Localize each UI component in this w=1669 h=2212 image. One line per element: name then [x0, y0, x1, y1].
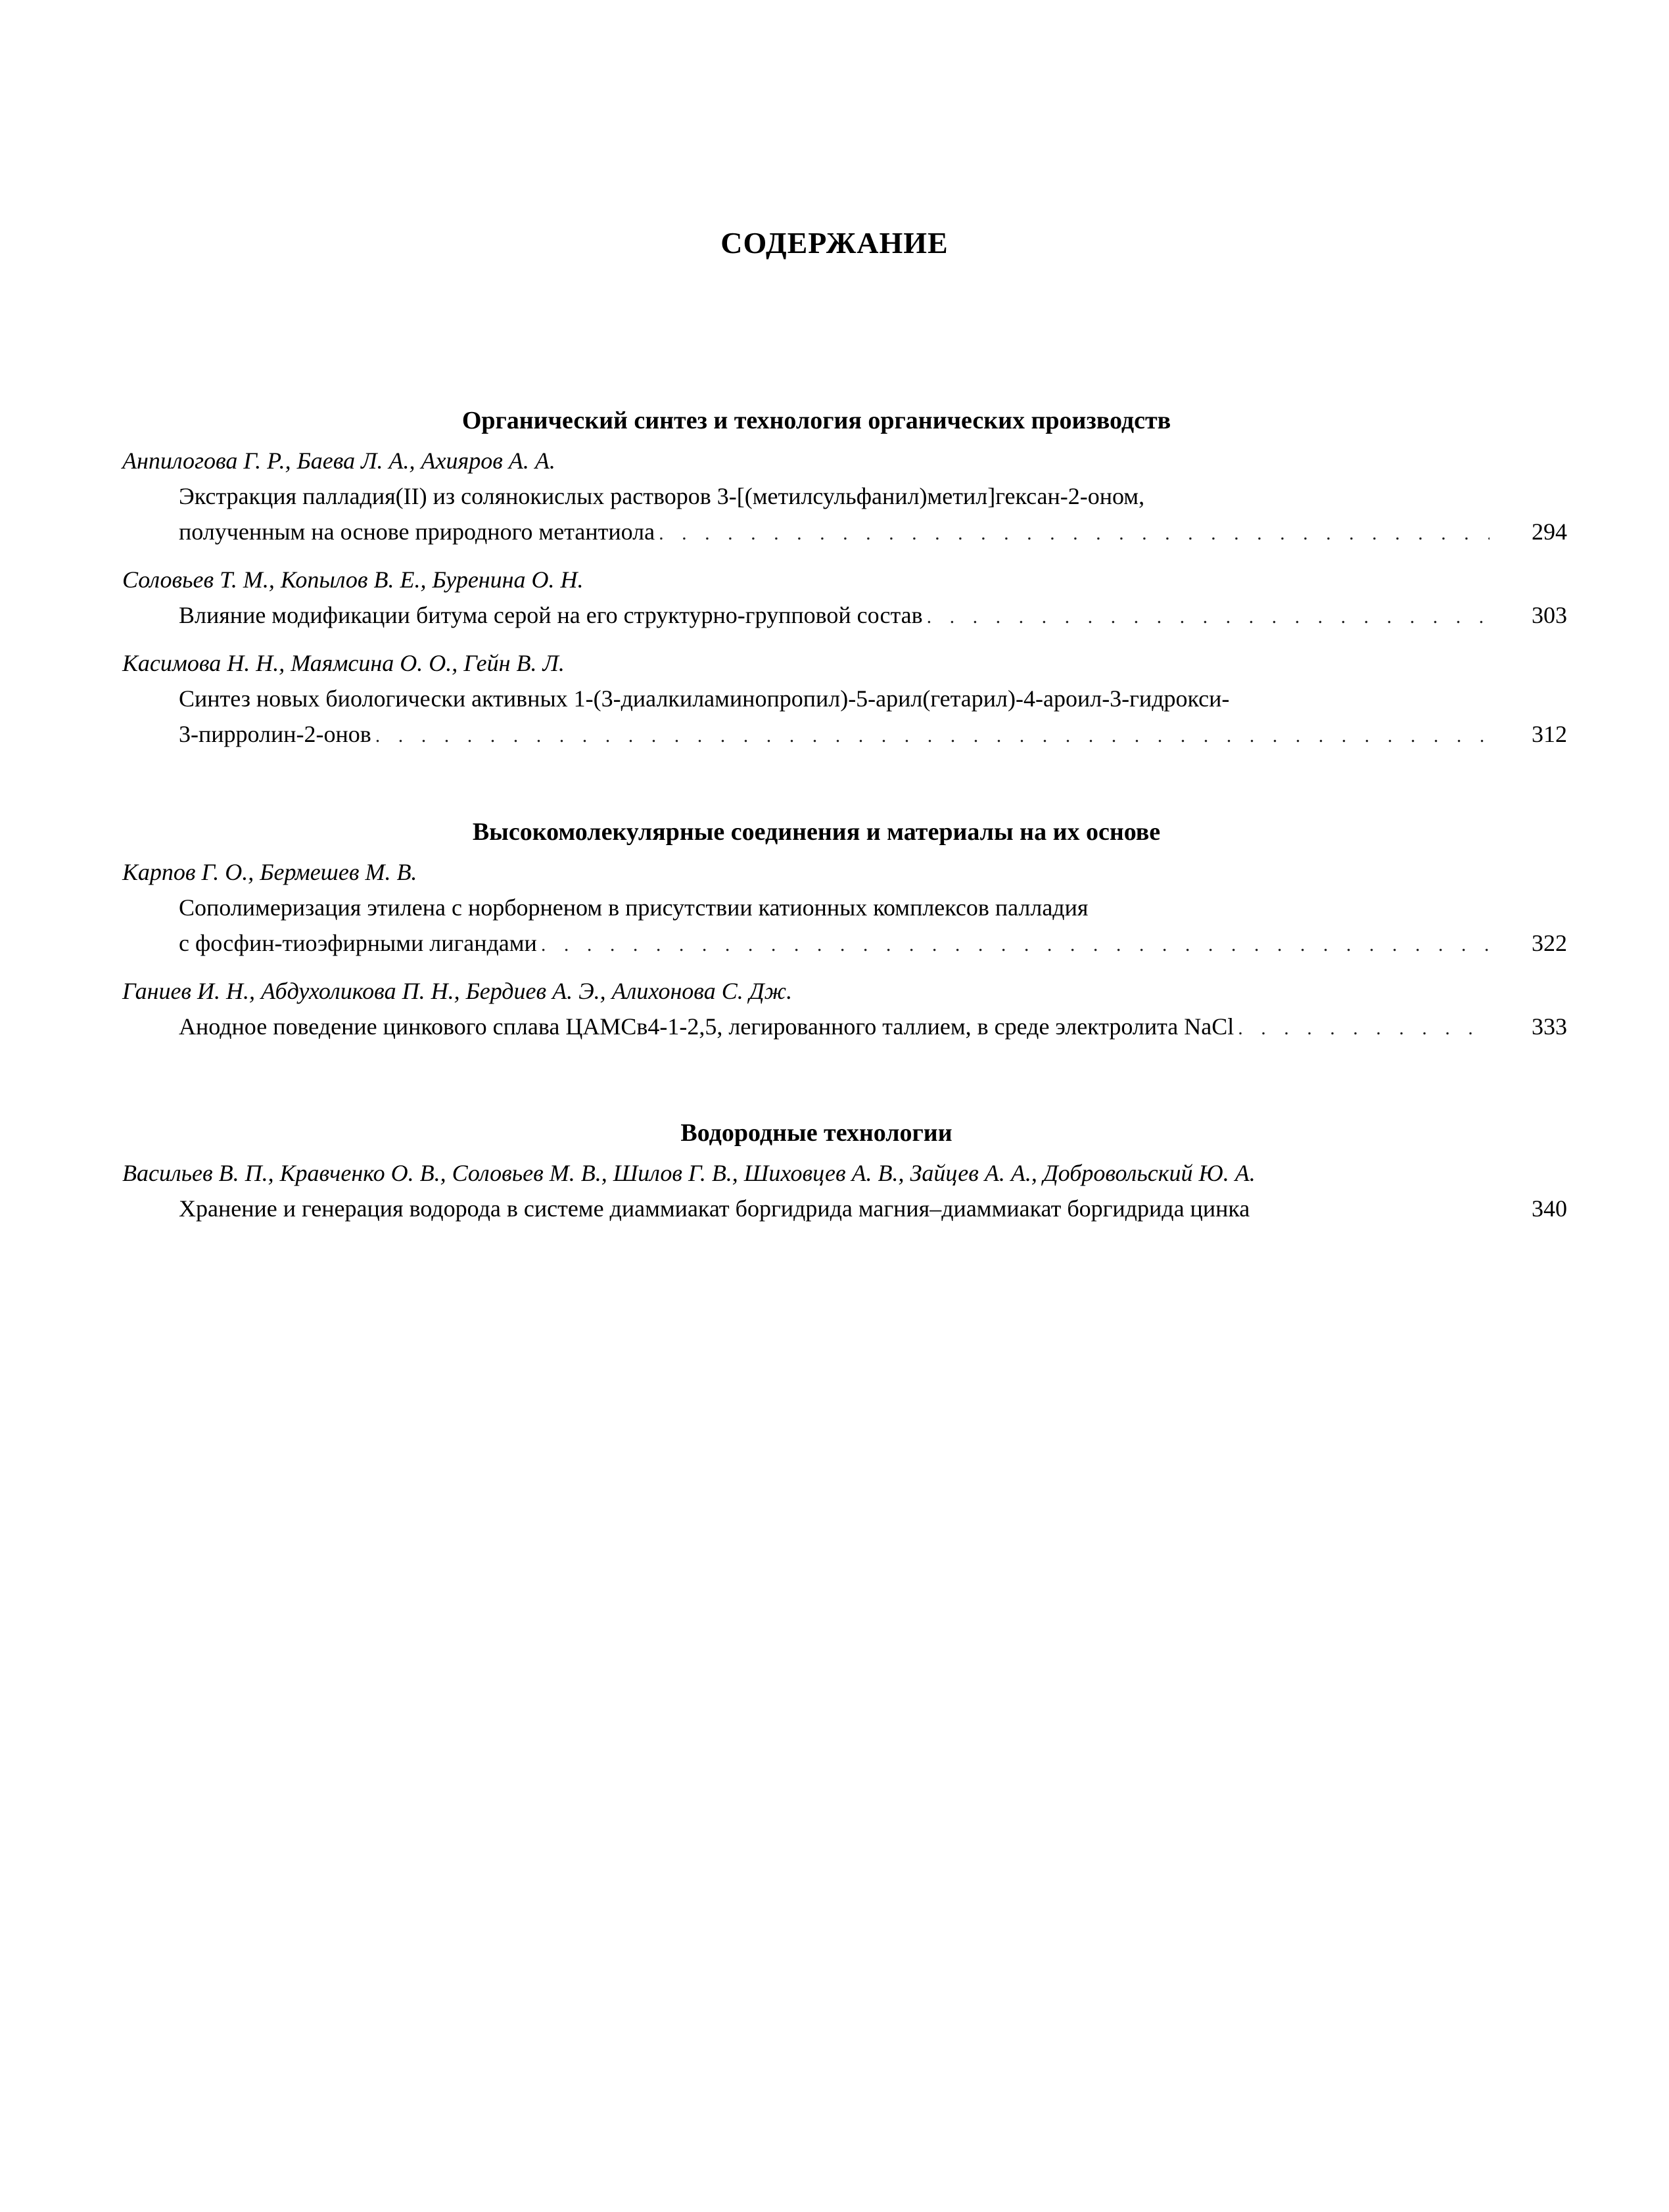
- toc-section: [122, 1115, 1567, 1237]
- toc-entry: [122, 443, 1567, 551]
- entry-title-last-line: [122, 925, 1567, 963]
- entry-title-last-line: [122, 597, 1567, 635]
- entry-authors: Соловьев Т. М., Копылов В. Е., Буренина О. Н.: [122, 566, 584, 593]
- entry-title-text: Влияние модификации битума серой на его структурно-групповой состав: [179, 602, 923, 628]
- toc-entry: [122, 562, 1567, 635]
- toc-entry: [122, 973, 1567, 1046]
- entry-title-line: Экстракция палладия(II) из солянокислых растворов 3-[(метилсульфанил)метил]гексан-2-оном,: [179, 483, 1145, 509]
- toc-entry: [122, 645, 1567, 754]
- section-title: Высокомолекулярные соединения и материалы на их основе: [472, 818, 1161, 846]
- entry-title-text: Хранение и генерация водорода в системе диаммиакат боргидрида магния–диаммиакат боргидрида цинка: [179, 1195, 1250, 1222]
- section-title: Водородные технологии: [680, 1119, 952, 1147]
- entry-title-text: с фосфин-тиоэфирными лигандами: [179, 930, 537, 956]
- page-number: 333: [1532, 1013, 1567, 1040]
- dot-leader: [927, 599, 1490, 635]
- toc-entry: [122, 1155, 1567, 1226]
- page-number: 303: [1532, 602, 1567, 628]
- dot-leader: [375, 718, 1490, 754]
- entry-title-line: Сополимеризация этилена с норборненом в присутствии катионных комплексов палладия: [179, 894, 1089, 921]
- entry-title-last-line: [122, 1191, 1567, 1226]
- entry-title-last-line: [122, 514, 1567, 551]
- toc-entry: [122, 854, 1567, 963]
- page-title: СОДЕРЖАНИЕ: [720, 226, 949, 260]
- toc-section: [122, 814, 1567, 1057]
- entry-authors: Анпилогова Г. Р., Баева Л. А., Ахияров А. А.: [122, 448, 555, 474]
- entry-title-last-line: [122, 1009, 1567, 1046]
- page-number: 294: [1532, 518, 1567, 545]
- dot-leader: [541, 927, 1490, 963]
- entry-authors: Касимова Н. Н., Маямсина О. О., Гейн В. Л.: [122, 650, 565, 676]
- toc-section: [122, 402, 1567, 764]
- page-number: 312: [1532, 721, 1567, 747]
- section-title: Органический синтез и технология органических производств: [461, 407, 1171, 434]
- entry-title-text: Анодное поведение цинкового сплава ЦАМСв4-1-2,5, легированного таллием, в среде электролита NaCl: [179, 1013, 1234, 1040]
- entry-title-line: Синтез новых биологически активных 1-(3-диалкиламинопропил)-5-арил(гетарил)-4-ароил-3-гидрокси-: [179, 685, 1230, 712]
- entry-title-text: 3-пирролин-2-онов: [179, 721, 371, 747]
- entry-title-text: полученным на основе природного метантиола: [179, 518, 655, 545]
- page-number: 340: [1532, 1195, 1567, 1222]
- dot-leader: [659, 516, 1490, 551]
- entry-authors: Ганиев И. Н., Абдухоликова П. Н., Бердиев А. Э., Алихонова С. Дж.: [122, 978, 793, 1004]
- entry-authors: Васильев В. П., Кравченко О. В., Соловьев М. В., Шилов Г. В., Шиховцев А. В., Зайцев А. А., Добровольский Ю. А.: [122, 1160, 1256, 1186]
- page-number: 322: [1532, 930, 1567, 956]
- entry-title-last-line: [122, 716, 1567, 754]
- entry-authors: Карпов Г. О., Бермешев М. В.: [122, 859, 417, 885]
- dot-leader: [1238, 1011, 1490, 1046]
